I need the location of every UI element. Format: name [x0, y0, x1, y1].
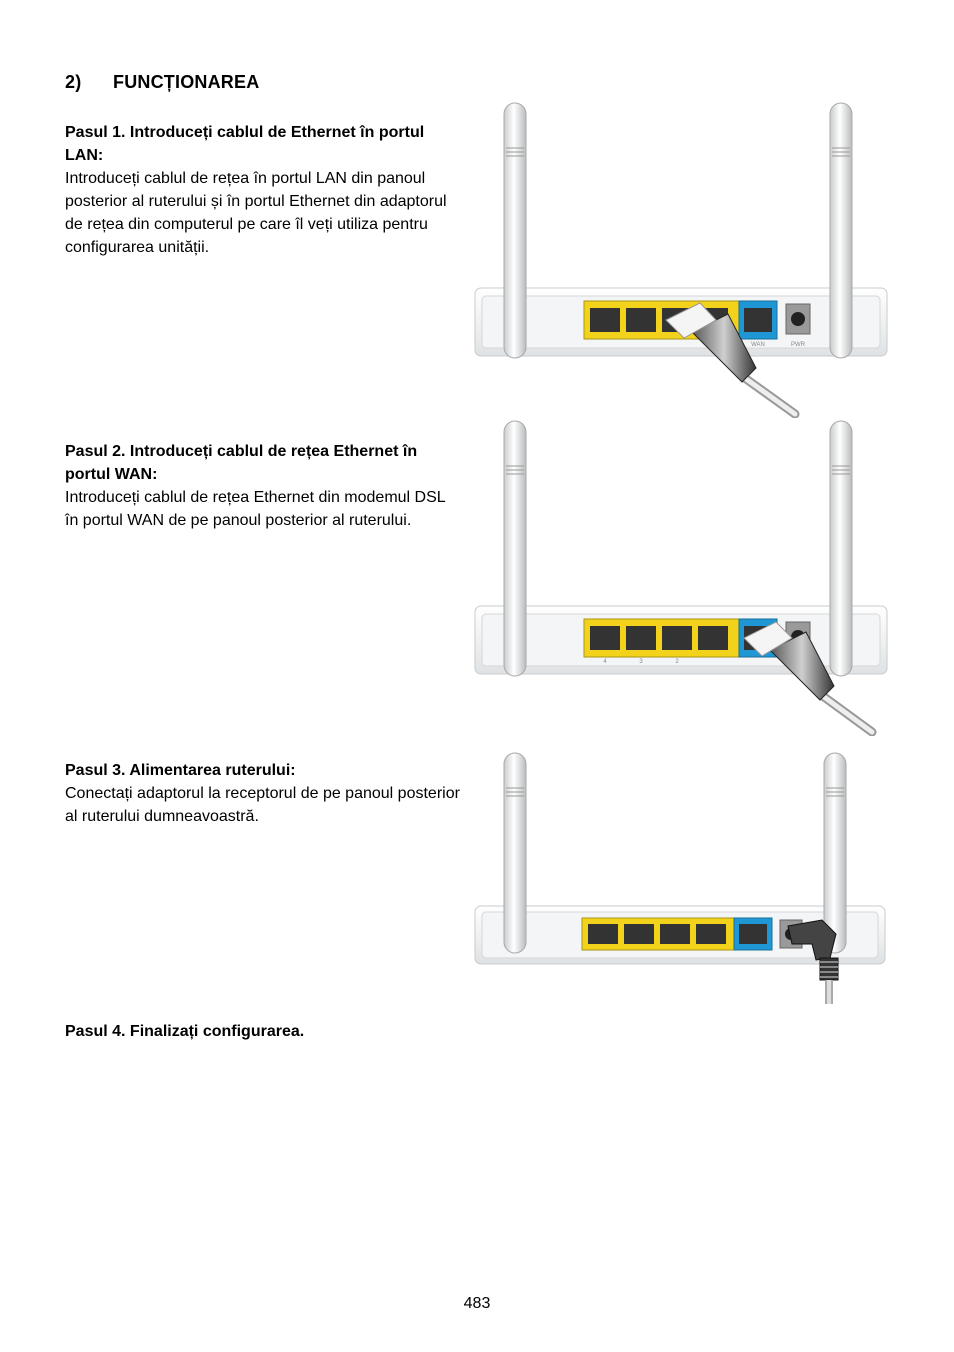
router-power-illustration — [470, 748, 890, 1010]
router-wan-illustration — [470, 416, 890, 736]
wan-label: WAN — [751, 342, 765, 348]
step-3 — [65, 759, 465, 828]
step-body: Introduceți cablul de rețea Ethernet din modemul DSL în portul WAN de pe panoul posterior al ruterului. — [65, 489, 446, 529]
lan-port-label: 3 — [639, 659, 643, 665]
router-wan-image — [470, 416, 890, 736]
lan-port-label: 2 — [675, 659, 679, 665]
step-4 — [65, 1020, 465, 1043]
page-number: 483 — [463, 1295, 491, 1312]
step-title: Pasul 3. Alimentarea ruterului: — [65, 762, 296, 779]
step-title: Pasul 2. Introduceți cablul de rețea Ethernet în portul WAN: — [65, 443, 418, 483]
router-power-image — [470, 748, 890, 1010]
pwr-label: PWR — [791, 342, 805, 348]
section-title: FUNCȚIONAREA — [113, 72, 260, 92]
lan-port-label: 4 — [603, 659, 607, 665]
step-body: Introduceți cablul de rețea în portul LAN din panoul posterior al ruterului și în portul Ethernet din adaptorul de rețea din computerul pe care îl veți utiliza pentru configurarea unității. — [65, 170, 447, 256]
step-1 — [65, 121, 465, 259]
step-body: Conectați adaptorul la receptorul de pe panoul posterior al ruterului dumneavoastră. — [65, 785, 460, 825]
step-2 — [65, 440, 460, 532]
section-number: 2) — [65, 72, 82, 92]
router-lan-illustration — [470, 98, 890, 418]
router-lan-image — [470, 98, 890, 418]
step-title: Pasul 1. Introduceți cablul de Ethernet în portul LAN: — [65, 124, 425, 164]
step-title: Pasul 4. Finalizați configurarea. — [65, 1023, 305, 1040]
section-heading — [65, 72, 259, 93]
